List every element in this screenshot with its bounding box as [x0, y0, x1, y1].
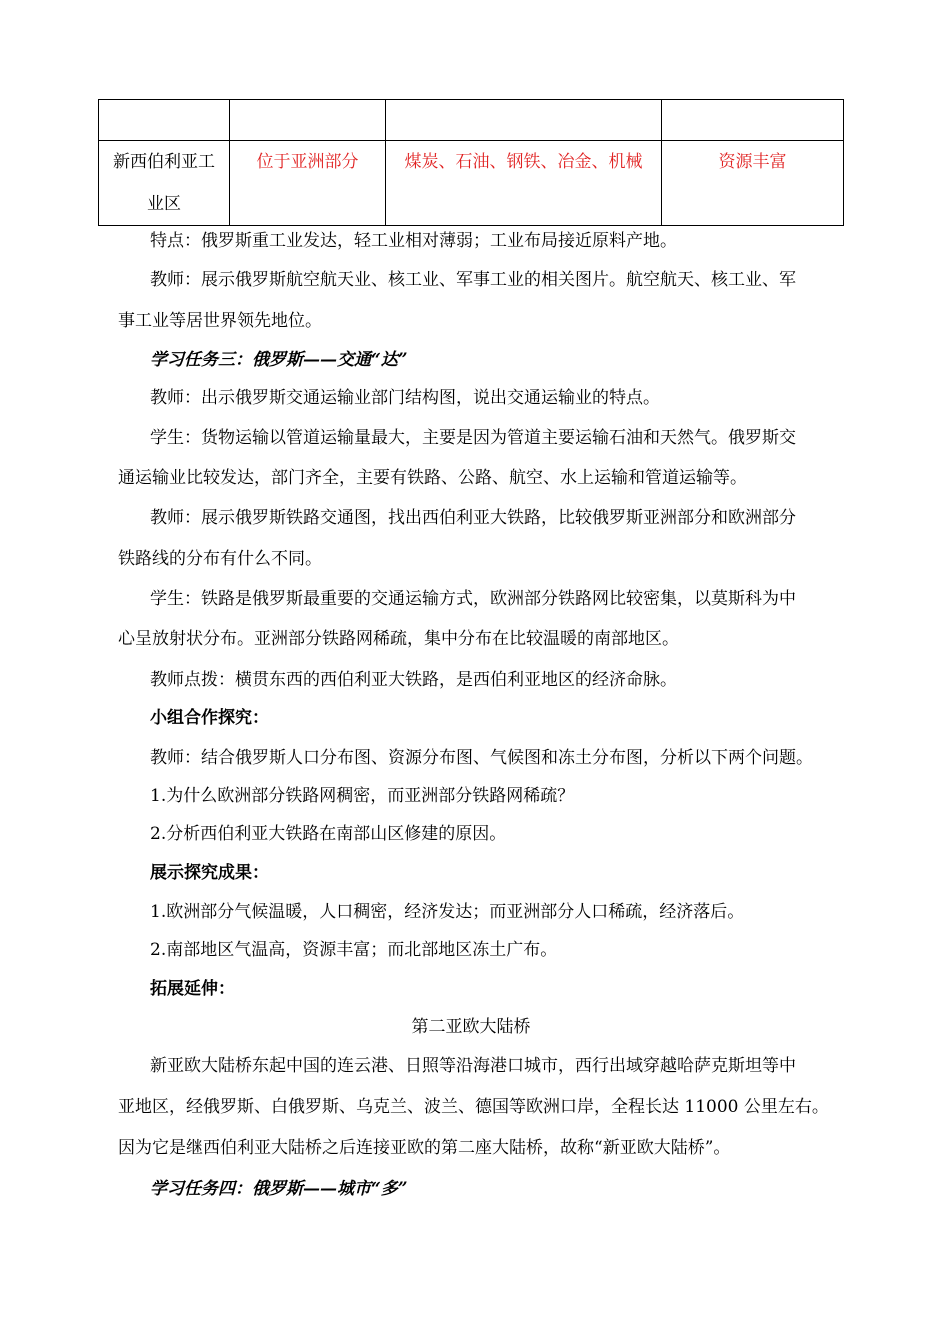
teacher-line: 教师：展示俄罗斯铁路交通图，找出西伯利亚大铁路，比较俄罗斯亚洲部分和欧洲部分	[150, 508, 796, 528]
student-line-cont: 通运输业比较发达，部门齐全，主要有铁路、公路、航空、水上运输和管道运输等。	[118, 468, 747, 488]
feature-line: 特点：俄罗斯重工业发达，轻工业相对薄弱；工业布局接近原料产地。	[150, 231, 677, 251]
bridge-paragraph-line: 新亚欧大陆桥东起中国的连云港、日照等沿海港口城市，西行出域穿越哈萨克斯坦等中	[150, 1056, 796, 1076]
task4-heading: 学习任务四：俄罗斯——城市“多”	[150, 1179, 408, 1199]
group-heading: 小组合作探究：	[150, 708, 269, 728]
task3-heading: 学习任务三：俄罗斯——交通“达”	[150, 350, 408, 370]
answer-1: 1.欧洲部分气候温暖，人口稠密，经济发达；而亚洲部分人口稀疏，经济落后。	[150, 902, 745, 922]
region-name-cell	[99, 141, 230, 226]
region-name-line: 新西伯利亚工	[113, 152, 215, 172]
condition-cell: 资源丰富	[662, 141, 844, 226]
bridge-paragraph-line: 亚地区，经俄罗斯、白俄罗斯、乌克兰、波兰、德国等欧洲口岸，全程长达 11000 公里左右。	[118, 1097, 829, 1117]
location-cell: 位于亚洲部分	[230, 141, 386, 226]
teacher-line-cont: 事工业等居世界领先地位。	[118, 311, 322, 331]
student-line-cont: 心呈放射状分布。亚洲部分铁路网稀疏，集中分布在比较温暖的南部地区。	[118, 629, 679, 649]
student-line: 学生：货物运输以管道运输量最大，主要是因为管道主要运输石油和天然气。俄罗斯交	[150, 428, 796, 448]
teacher-line: 教师：结合俄罗斯人口分布图、资源分布图、气候图和冻土分布图，分析以下两个问题。	[150, 748, 813, 768]
teacher-line: 教师：出示俄罗斯交通运输业部门结构图，说出交通运输业的特点。	[150, 388, 660, 408]
industrial-region-table	[98, 99, 844, 226]
results-heading: 展示探究成果：	[150, 863, 269, 883]
table-row	[99, 100, 844, 141]
region-name-line: 业区	[147, 194, 181, 214]
answer-2: 2.南部地区气温高，资源丰富；而北部地区冻土广布。	[150, 940, 558, 960]
extend-heading: 拓展延伸：	[150, 979, 235, 999]
teacher-line: 教师：展示俄罗斯航空航天业、核工业、军事工业的相关图片。航空航天、核工业、军	[150, 270, 796, 290]
bridge-paragraph-line: 因为它是继西伯利亚大陆桥之后连接亚欧的第二座大陆桥，故称“新亚欧大陆桥”。	[118, 1138, 731, 1158]
table-row	[99, 141, 844, 226]
table-cell	[662, 100, 844, 141]
table-cell	[99, 100, 230, 141]
question-2: 2.分析西伯利亚大铁路在南部山区修建的原因。	[150, 824, 507, 844]
teacher-tip-line: 教师点拨：横贯东西的西伯利亚大铁路，是西伯利亚地区的经济命脉。	[150, 670, 677, 690]
industries-cell: 煤炭、石油、钢铁、冶金、机械	[386, 141, 662, 226]
table-cell	[230, 100, 386, 141]
teacher-line-cont: 铁路线的分布有什么不同。	[118, 549, 322, 569]
student-line: 学生：铁路是俄罗斯最重要的交通运输方式，欧洲部分铁路网比较密集，以莫斯科为中	[150, 589, 796, 609]
question-1: 1.为什么欧洲部分铁路网稠密，而亚洲部分铁路网稀疏？	[150, 786, 575, 806]
table-cell	[386, 100, 662, 141]
section-subtitle: 第二亚欧大陆桥	[411, 1017, 531, 1037]
